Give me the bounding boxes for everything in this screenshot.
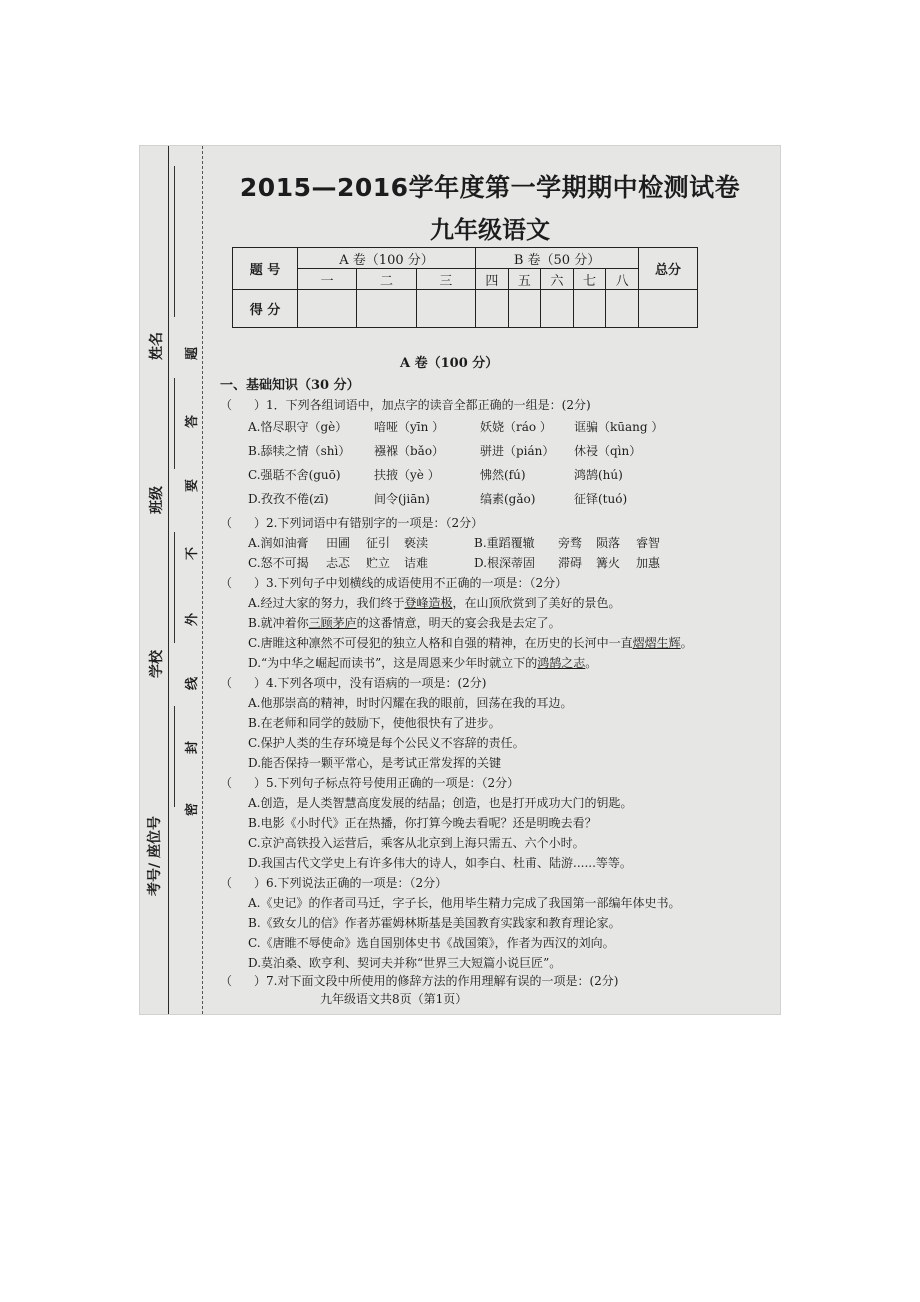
- section-a-header: A 卷（100 分）: [298, 248, 476, 269]
- q6-option-a: A.《史记》的作者司马迁，字子长，他用毕生精力完成了我国第一部编年体史书。: [248, 896, 681, 910]
- q1-option-d-2: 间令(jiān): [374, 492, 430, 506]
- seal-char-7: 封: [185, 740, 201, 755]
- seal-char-2: 答: [185, 414, 201, 429]
- q6-option-d: D.莫泊桑、欧亨利、契诃夫并称“世界三大短篇小说巨匠”。: [248, 956, 562, 970]
- question-6: （ ）6.下列说法正确的一项是：（2分）: [220, 876, 448, 890]
- score-cell-8[interactable]: [606, 290, 639, 328]
- question-1: （ ）1．下列各组词语中，加点字的读音全都正确的一组是：(2分): [220, 398, 591, 412]
- seal-char-1: 题: [185, 346, 201, 361]
- seat-field-line[interactable]: [174, 706, 175, 807]
- row-header-score: 得 分: [233, 290, 298, 328]
- class-label: 班级: [149, 486, 165, 514]
- q3-option-a: A.经过大家的努力，我们终于登峰造极，在山顶欣赏到了美好的景色。: [248, 596, 621, 610]
- exam-paper: [140, 146, 780, 1014]
- col-8: 八: [606, 269, 639, 290]
- score-cell-1[interactable]: [298, 290, 357, 328]
- row-header-number: 题 号: [233, 248, 298, 290]
- q1-option-a-3: 妖娆（ráo ）: [480, 420, 552, 434]
- col-6: 六: [541, 269, 574, 290]
- q4-option-c: C.保护人类的生存环境是每个公民义不容辞的责任。: [248, 736, 525, 750]
- total-header: 总分: [639, 248, 698, 290]
- q2-option-c-1: C.怒不可揭: [248, 556, 309, 570]
- seal-char-6: 线: [185, 676, 201, 691]
- q2-option-c-2: 忐忑: [326, 556, 351, 570]
- section-b-header: B 卷（50 分）: [476, 248, 639, 269]
- q3-option-b: B.就冲着你三顾茅庐的这番情意，明天的宴会我是去定了。: [248, 616, 561, 630]
- q2-option-b-4: 睿智: [636, 536, 661, 550]
- col-2: 二: [357, 269, 416, 290]
- q1-option-a-2: 喑哑（yīn ）: [374, 420, 445, 434]
- q2-option-c-3: 贮立: [366, 556, 391, 570]
- question-3: （ ）3.下列句子中划横线的成语使用不正确的一项是：（2分）: [220, 576, 568, 590]
- q1-option-a-4: 诓骗（kūang ）: [574, 420, 664, 434]
- q4-option-b: B.在老师和同学的鼓励下，使他很快有了进步。: [248, 716, 501, 730]
- col-3: 三: [416, 269, 475, 290]
- margin-line-seal: [202, 146, 203, 1014]
- score-table: [232, 247, 698, 328]
- exam-subtitle: 九年级语文: [430, 216, 550, 244]
- score-cell-5[interactable]: [508, 290, 541, 328]
- q2-option-d-3: 篝火: [596, 556, 621, 570]
- q4-option-a: A.他那崇高的精神，时时闪耀在我的眼前，回荡在我的耳边。: [248, 696, 573, 710]
- q1-option-d-4: 征铎(tuó): [574, 492, 628, 506]
- col-4: 四: [476, 269, 509, 290]
- margin-line-outer: [168, 146, 169, 1014]
- q1-option-d-3: 缟素(gǎo): [480, 492, 536, 506]
- q5-option-d: D.我国古代文学史上有许多伟大的诗人，如李白、杜甫、陆游......等等。: [248, 856, 632, 870]
- seal-char-8: 密: [185, 802, 201, 817]
- q2-option-d-2: 滞碍: [558, 556, 583, 570]
- score-cell-4[interactable]: [476, 290, 509, 328]
- q1-option-b-1: B.舔犊之情（shì）: [248, 444, 351, 458]
- seal-char-4: 不: [185, 546, 201, 561]
- score-cell-total[interactable]: [639, 290, 698, 328]
- q1-option-c-3: 怫然(fú): [480, 468, 526, 482]
- q4-option-d: D.能否保持一颗平常心，是考试正常发挥的关键: [248, 756, 502, 770]
- q2-option-a-2: 田圃: [326, 536, 351, 550]
- q1-option-d-1: D.孜孜不倦(zī): [248, 492, 329, 506]
- question-7: （ ）7.对下面文段中所使用的修辞方法的作用理解有误的一项是：(2分): [220, 974, 619, 988]
- q1-option-b-3: 骈进（pián）: [480, 444, 555, 458]
- q5-option-c: C.京沪高铁投入运营后，乘客从北京到上海只需五、六个小时。: [248, 836, 585, 850]
- part1-heading: 一、基础知识（30 分）: [220, 378, 360, 393]
- q2-option-a-3: 征引: [366, 536, 391, 550]
- q6-option-c: C.《唐睢不辱使命》选自国别体史书《战国策》，作者为西汉的刘向。: [248, 936, 615, 950]
- q1-option-c-4: 鸿鹄(hú): [574, 468, 623, 482]
- q2-option-c-4: 诘难: [404, 556, 429, 570]
- score-cell-3[interactable]: [416, 290, 475, 328]
- q1-option-b-4: 休祲（qìn）: [574, 444, 642, 458]
- q2-option-a-4: 亵渎: [404, 536, 429, 550]
- col-1: 一: [298, 269, 357, 290]
- school-field-line[interactable]: [174, 532, 175, 643]
- section-a-heading: A 卷（100 分）: [400, 356, 499, 371]
- q1-option-c-2: 扶掖（yè ）: [374, 468, 440, 482]
- name-label: 姓名: [149, 332, 165, 360]
- q2-option-a-1: A.润如油膏: [248, 536, 309, 550]
- seat-number-label: 考号/ 座位号: [147, 816, 163, 896]
- seal-char-5: 外: [185, 612, 201, 627]
- exam-title: 2015—2016学年度第一学期期中检测试卷: [239, 173, 741, 202]
- q2-option-b-2: 旁骛: [558, 536, 583, 550]
- score-cell-6[interactable]: [541, 290, 574, 328]
- name-field-line[interactable]: [174, 166, 175, 317]
- question-4: （ ）4.下列各项中，没有语病的一项是：(2分): [220, 676, 487, 690]
- q2-option-d-1: D.根深蒂固: [474, 556, 536, 570]
- q2-option-d-4: 加惠: [636, 556, 661, 570]
- col-7: 七: [573, 269, 606, 290]
- question-2: （ ）2.下列词语中有错别字的一项是：（2分）: [220, 516, 484, 530]
- class-field-line[interactable]: [174, 378, 175, 469]
- q5-option-a: A.创造，是人类智慧高度发展的结晶；创造，也是打开成功大门的钥匙。: [248, 796, 633, 810]
- q6-option-b: B.《致女儿的信》作者苏霍姆林斯基是美国教育实践家和教育理论家。: [248, 916, 621, 930]
- q5-option-b: B.电影《小时代》正在热播，你打算今晚去看呢？还是明晚去看？: [248, 816, 597, 830]
- page-footer: 九年级语文共8页（第1页）: [320, 992, 468, 1006]
- school-label: 学校: [149, 650, 165, 678]
- q1-option-a-1: A.恪尽职守（gè）: [248, 420, 348, 434]
- q3-option-d: D.“为中华之崛起而读书”，这是周恩来少年时就立下的鸿鹄之志。: [248, 656, 598, 670]
- score-cell-2[interactable]: [357, 290, 416, 328]
- seal-char-3: 要: [185, 478, 201, 493]
- q3-option-c: C.唐睢这种凛然不可侵犯的独立人格和自强的精神，在历史的长河中一直熠熠生辉。: [248, 636, 693, 650]
- col-5: 五: [508, 269, 541, 290]
- question-5: （ ）5.下列句子标点符号使用正确的一项是：（2分）: [220, 776, 520, 790]
- q1-option-b-2: 襁褓（bǎo）: [374, 444, 445, 458]
- q2-option-b-3: 陨落: [596, 536, 621, 550]
- q1-option-c-1: C.强聒不舍(guō): [248, 468, 341, 482]
- score-cell-7[interactable]: [573, 290, 606, 328]
- q2-option-b-1: B.重蹈覆辙: [474, 536, 535, 550]
